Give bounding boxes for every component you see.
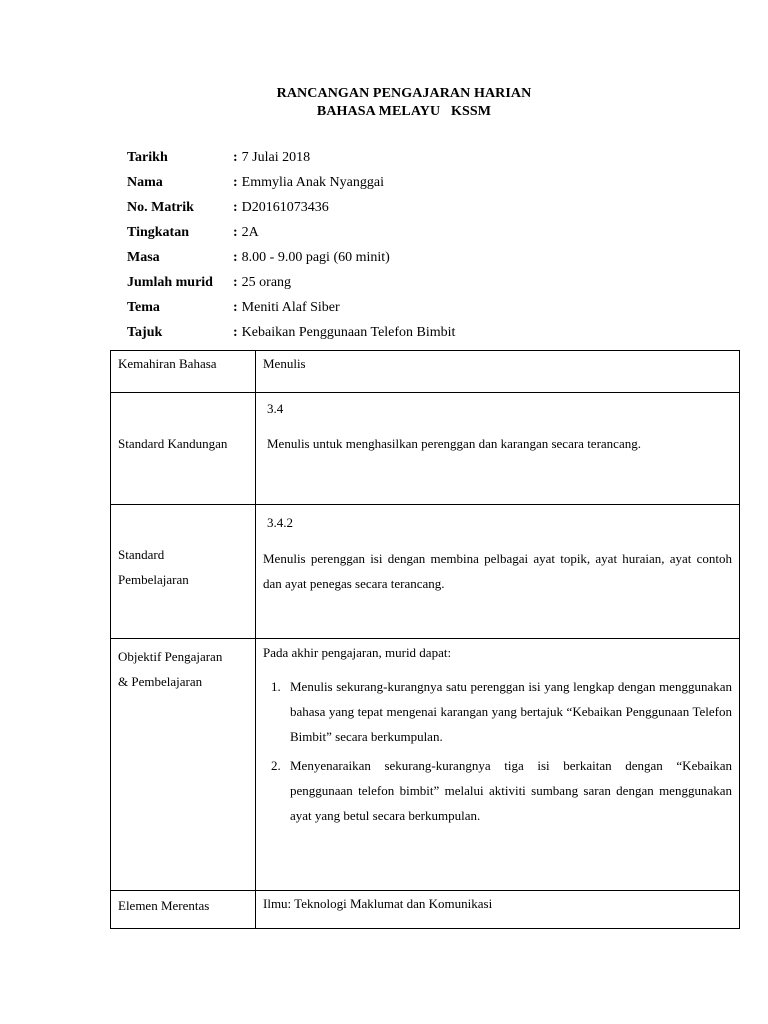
standard-text: Menulis untuk menghasilkan perenggan dan karangan secara terancang.: [267, 436, 641, 451]
table-row-objektif: [111, 639, 740, 891]
info-value: 25 orang: [241, 275, 292, 290]
row-label: Standard Kandungan: [118, 436, 228, 451]
list-item: 1. Menulis sekurang-kurangnya satu perenggan isi yang lengkap dengan menggunakan bahasa yang tepat mengenai karangan yang bertajuk “Kebaikan Penggunaan Telefon Bimbit” secara berkumpulan.: [284, 674, 732, 749]
info-label: Jumlah murid: [127, 275, 213, 290]
info-label: Masa: [127, 250, 160, 265]
standard-code: 3.4: [267, 401, 284, 416]
info-value: 2A: [241, 225, 259, 240]
table-row-standard-kandungan: [111, 393, 740, 505]
table-row-elemen-merentas: [111, 891, 740, 929]
info-label: Tarikh: [127, 150, 168, 165]
document-title-line2: BAHASA MELAYU KSSM: [316, 104, 492, 119]
info-label: No. Matrik: [127, 200, 194, 215]
row-label: Kemahiran Bahasa: [118, 356, 217, 371]
info-value: D20161073436: [241, 200, 329, 215]
info-label: Tema: [127, 300, 160, 315]
info-value: 8.00 - 9.00 pagi (60 minit): [241, 250, 390, 265]
info-label: Tajuk: [127, 325, 163, 340]
info-value: Meniti Alaf Siber: [241, 300, 340, 315]
row-label-line1: Objektif Pengajaran: [118, 649, 223, 664]
row-value: Menulis: [263, 356, 306, 371]
document-title-line1: RANCANGAN PENGAJARAN HARIAN: [276, 86, 532, 101]
row-label-line2: & Pembelajaran: [118, 674, 203, 689]
table-row-standard-pembelajaran: [111, 505, 740, 639]
standard-code: 3.4.2: [267, 515, 293, 530]
lesson-plan-table: [110, 350, 740, 929]
info-label: Tingkatan: [127, 225, 189, 240]
row-label-line2: Pembelajaran: [118, 571, 189, 587]
row-label: Elemen Merentas: [118, 898, 210, 913]
row-label-line1: Standard: [118, 546, 165, 562]
info-value: Kebaikan Penggunaan Telefon Bimbit: [241, 325, 456, 340]
list-item: 2. Menyenaraikan sekurang-kurangnya tiga isi berkaitan dengan “Kebaikan penggunaan telefon bimbit” melalui aktiviti sumbang saran dengan menggunakan ayat yang betul secara berkumpulan.: [284, 753, 732, 828]
standard-text: Menulis perenggan isi dengan membina pelbagai ayat topik, ayat huraian, ayat contoh dan ayat penegas secara terancang.: [263, 551, 732, 591]
info-value: Emmylia Anak Nyanggai: [241, 175, 384, 190]
info-label: Nama: [127, 175, 163, 190]
info-value: 7 Julai 2018: [241, 150, 311, 165]
row-value: Ilmu: Teknologi Maklumat dan Komunikasi: [263, 896, 493, 911]
table-row-kemahiran: [111, 351, 740, 393]
objektif-intro: Pada akhir pengajaran, murid dapat:: [263, 645, 452, 660]
objektif-list: [256, 674, 739, 828]
